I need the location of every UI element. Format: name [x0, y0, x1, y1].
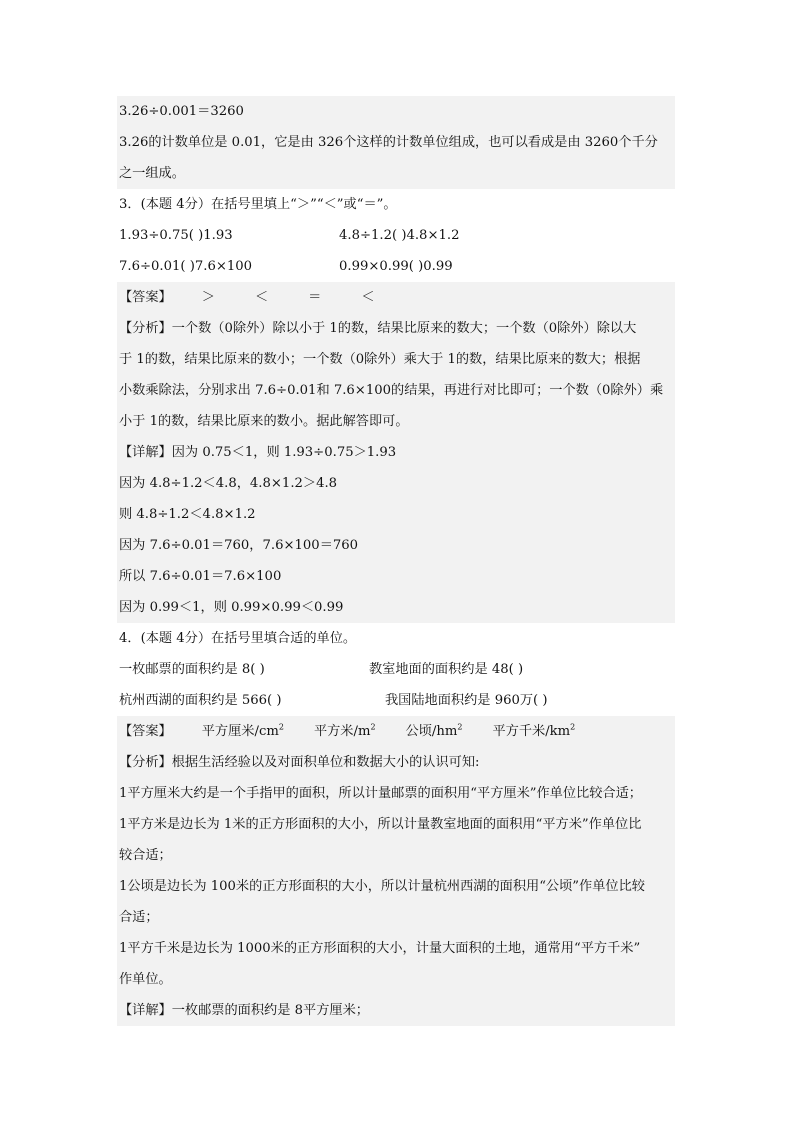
detail-line: 因为 0.99＜1，则 0.99×0.99＜0.99 — [119, 600, 344, 615]
detail-line: 则 4.8÷1.2＜4.8×1.2 — [119, 507, 256, 522]
analysis-line: 1平方千米是边长为 1000米的正方形面积的大小，计量大面积的土地，通常用“平方千米” — [119, 941, 641, 956]
text-line: 3.26÷0.001＝3260 — [119, 104, 244, 119]
question-item: 我国陆地面积约是 960万( ) — [385, 693, 548, 708]
analysis-line: 【分析】根据生活经验以及对面积单位和数据大小的认识可知: — [119, 755, 480, 770]
document-page — [117, 96, 675, 1026]
question-item: 杭州西湖的面积约是 566( ) — [119, 693, 282, 708]
answer-value — [406, 716, 463, 747]
analysis-line: 1平方米是边长为 1米的正方形面积的大小，所以计量教室地面的面积用“平方米”作单位比 — [119, 817, 642, 832]
question-item: 一枚邮票的面积约是 8( ) — [119, 662, 265, 677]
question-item: 0.99×0.99( )0.99 — [339, 259, 453, 274]
analysis-line: 【分析】一个数（0除外）除以小于 1的数，结果比原来的数大；一个数（0除外）除以大 — [119, 321, 637, 336]
text-line: 3.26的计数单位是 0.01，它是由 326个这样的计数单位组成，也可以看成是由 3260个千分 — [119, 135, 658, 150]
question-item: 教室地面的面积约是 48( ) — [369, 662, 524, 677]
answer-value — [202, 716, 284, 747]
answer-value: ＜ — [361, 290, 375, 305]
question-item: 7.6÷0.01( )7.6×100 — [119, 259, 253, 274]
analysis-line: 1公顷是边长为 100米的正方形面积的大小，所以计量杭州西湖的面积用“公顷”作单位比较 — [119, 879, 645, 894]
analysis-line: 小数乘除法，分别求出 7.6÷0.01和 7.6×100的结果，再进行对比即可；一个数（0除外）乘 — [119, 383, 664, 398]
answer-value — [492, 716, 575, 747]
answer-value — [314, 716, 376, 747]
answer-label: 【答案】 — [119, 290, 172, 305]
detail-line: 【详解】因为 0.75＜1，则 1.93÷0.75＞1.93 — [119, 445, 397, 460]
analysis-line: 较合适； — [119, 848, 172, 863]
text-line: 之一组成。 — [119, 166, 185, 181]
detail-line: 【详解】一枚邮票的面积约是 8平方厘米； — [119, 1003, 369, 1018]
unit-exponent: 2 — [570, 722, 576, 732]
question-3-title: 3．(本题 4分）在括号里填上“＞”“＜”或“＝”。 — [119, 197, 397, 212]
question-item: 1.93÷0.75( )1.93 — [119, 228, 233, 243]
answer-line — [117, 282, 675, 313]
analysis-line: 小于 1的数，结果比原来的数小。据此解答即可。 — [119, 414, 409, 429]
unit-text: 公顷/hm — [405, 724, 458, 739]
prev-section-block — [117, 96, 675, 189]
answer-line — [117, 716, 675, 747]
question-4-row-2 — [117, 685, 675, 716]
answer-value: ＝ — [308, 290, 322, 305]
analysis-line: 于 1的数，结果比原来的数小；一个数（0除外）乘大于 1的数，结果比原来的数大；根据 — [119, 352, 641, 367]
analysis-line: 合适； — [119, 910, 159, 925]
question-4-title: 4．(本题 4分）在括号里填合适的单位。 — [119, 631, 357, 646]
unit-text: 平方米/m — [313, 724, 371, 739]
question-item: 4.8÷1.2( )4.8×1.2 — [339, 228, 460, 243]
question-3-row-1 — [117, 220, 675, 251]
question-4-row-1 — [117, 654, 675, 685]
unit-text: 平方厘米/cm — [201, 724, 279, 739]
unit-exponent: 2 — [278, 722, 284, 732]
question-4-solution — [117, 716, 675, 1026]
analysis-line: 1平方厘米大约是一个手指甲的面积，所以计量邮票的面积用“平方厘米”作单位比较合适； — [119, 786, 642, 801]
answer-value: ＜ — [254, 290, 269, 305]
detail-line: 因为 7.6÷0.01＝760，7.6×100＝760 — [119, 538, 359, 553]
answer-label: 【答案】 — [119, 724, 172, 739]
answer-value: ＞ — [201, 290, 215, 305]
unit-exponent: 2 — [370, 722, 376, 732]
question-3-solution — [117, 282, 675, 623]
unit-text: 平方千米/km — [492, 724, 571, 739]
unit-exponent: 2 — [457, 722, 463, 732]
detail-line: 因为 4.8÷1.2＜4.8，4.8×1.2＞4.8 — [119, 476, 338, 491]
question-3-row-2 — [117, 251, 675, 282]
detail-line: 所以 7.6÷0.01＝7.6×100 — [119, 569, 282, 584]
analysis-line: 作单位。 — [119, 972, 172, 987]
